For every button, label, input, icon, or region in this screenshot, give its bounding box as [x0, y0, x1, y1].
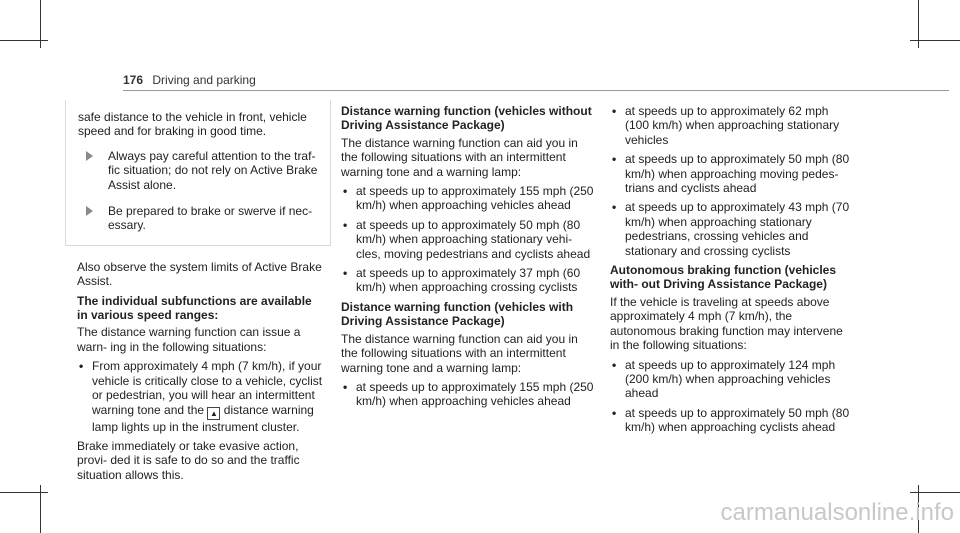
note-box	[65, 100, 331, 246]
paragraph: The distance warning function can aid you in the following situations with an intermittent warning tone and a warning lamp:	[341, 331, 578, 375]
list-item: • at speeds up to approximately 43 mph (70 km/h) when approaching stationary pedestrians, crossing vehicles and stationary and crossing cyclists	[610, 200, 855, 258]
section-heading: Distance warning function (vehicles with Driving Assistance Package)	[341, 299, 574, 329]
watermark-text: carmanualsonline.info	[720, 499, 954, 526]
crop-mark	[910, 492, 960, 493]
list-item: • at speeds up to approximately 124 mph (200 km/h) when approaching vehicles ahead	[610, 358, 855, 401]
paragraph: The distance warning function can aid you in the following situations with an intermittent warning tone and a warning lamp:	[341, 135, 578, 179]
header-rule	[123, 90, 949, 91]
column-1	[65, 100, 323, 487]
crop-mark	[0, 492, 48, 493]
page-number: 176	[123, 73, 144, 87]
bullet-list	[77, 359, 323, 434]
distance-warning-lamp-icon: ▲	[207, 407, 220, 420]
list-item: • at speeds up to approximately 50 mph (80 km/h) when approaching moving pedes- trians and cyclists ahead	[610, 152, 855, 195]
note-item: Be prepared to brake or swerve if nec- essary.	[78, 204, 330, 233]
section-heading: Distance warning function (vehicles without Driving Assistance Package)	[341, 104, 592, 133]
list-item: • at speeds up to approximately 155 mph (250 km/h) when approaching vehicles ahead	[341, 184, 597, 213]
triangle-bullet-icon	[86, 206, 93, 216]
list-item: • at speeds up to approximately 50 mph (80 km/h) when approaching stationary vehi- cles, moving pedestrians and cyclists ahead	[341, 218, 597, 261]
bullet-list	[341, 184, 597, 295]
note-item: Always pay careful attention to the traf- fic situation; do not rely on Active Brake Assist alone.	[78, 149, 330, 192]
crop-mark	[910, 40, 960, 41]
crop-mark	[0, 40, 48, 41]
column-2	[341, 104, 597, 414]
paragraph: Also observe the system limits of Active Brake Assist.	[77, 259, 322, 289]
section-heading: Autonomous braking function (vehicles with- out Driving Assistance Package)	[610, 263, 837, 292]
page-header	[123, 73, 256, 87]
bullet-list	[610, 358, 855, 435]
note-intro: safe distance to the vehicle in front, vehicle speed and for braking in good time.	[78, 110, 307, 139]
bullet-list	[341, 380, 597, 409]
paragraph: The distance warning function can issue a warn- ing in the following situations:	[77, 325, 301, 354]
list-item: • at speeds up to approximately 62 mph (100 km/h) when approaching stationary vehicles	[610, 104, 855, 147]
section-title: Driving and parking	[152, 73, 256, 87]
paragraph: Brake immediately or take evasive action, provi- ded it is safe to do so and the traffic situation allows this.	[77, 438, 300, 482]
section-heading: The individual subfunctions are available in various speed ranges:	[77, 293, 312, 323]
list-item: • at speeds up to approximately 37 mph (60 km/h) when approaching crossing cyclists	[341, 266, 597, 295]
list-item: • at speeds up to approximately 155 mph (250 km/h) when approaching vehicles ahead	[341, 380, 597, 409]
list-item: • From approximately 4 mph (7 km/h), if your vehicle is critically close to a vehicle, cyclist or pedestrian, you will hear an intermittent warning tone and the ▲ distance warning lamp lights up in the instrument cluster.	[77, 359, 323, 434]
list-item: • at speeds up to approximately 50 mph (80 km/h) when approaching cyclists ahead	[610, 406, 855, 435]
column-3	[610, 104, 855, 440]
triangle-bullet-icon	[86, 151, 93, 161]
bullet-list	[610, 104, 855, 258]
paragraph: If the vehicle is traveling at speeds above approximately 4 mph (7 km/h), the autonomous braking function may intervene in the following situations:	[610, 294, 843, 353]
